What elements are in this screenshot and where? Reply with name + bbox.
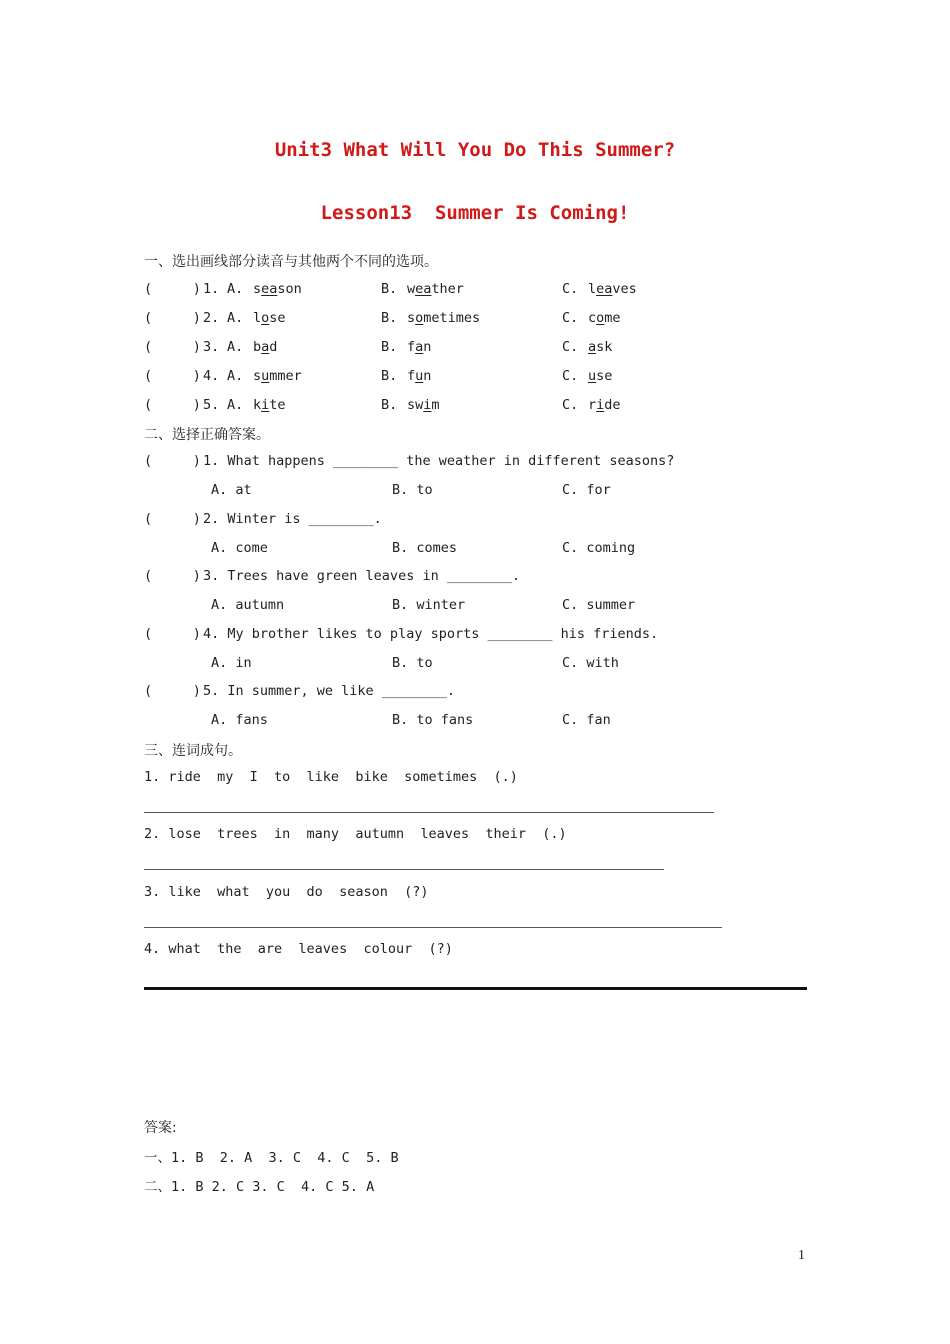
underlined-letters: a [415,339,424,355]
question-number: 4. [203,368,220,384]
word-prefix: w [407,281,416,297]
option-a-word[interactable] [253,397,286,413]
option-c[interactable]: C. summer [562,597,636,613]
option-a-word[interactable] [253,368,302,384]
word-suffix: te [269,397,286,413]
word-suffix: metimes [423,310,481,326]
answer-line-3[interactable] [144,927,722,928]
question-text: 2. Winter is ________. [203,511,382,527]
word-suffix: d [269,339,278,355]
option-b-letter: B. [381,397,398,413]
word-suffix: mmer [269,368,302,384]
question-text: 1. What happens ________ the weather in different seasons? [203,453,675,469]
option-c-letter: C. [562,397,579,413]
word-suffix: se [596,368,613,384]
option-b-letter: B. [381,310,398,326]
answer-bracket[interactable]: ( ) [144,281,201,297]
option-a[interactable]: A. at [211,482,252,498]
option-b-word[interactable] [407,310,480,326]
underlined-letters: i [423,397,432,413]
option-a-letter: A. [227,339,244,355]
option-b[interactable]: B. to [392,655,433,671]
option-a[interactable]: A. fans [211,712,268,728]
section1-heading: 一、选出画线部分读音与其他两个不同的选项。 [144,254,438,270]
answer-bracket[interactable]: ( ) [144,368,201,384]
question-text: 4. My brother likes to play sports ________ his friends. [203,626,659,642]
word-prefix: l [588,281,597,297]
option-c[interactable]: C. for [562,482,611,498]
page-title: Unit3 What Will You Do This Summer? [274,139,676,161]
option-b[interactable]: B. to [392,482,433,498]
option-a-word[interactable] [253,310,286,326]
question-text: 5. In summer, we like ________. [203,683,455,699]
option-c-word[interactable] [588,281,637,297]
question-text: 3. Trees have green leaves in ________. [203,568,520,584]
option-b-word[interactable] [407,397,440,413]
answer-bracket[interactable]: ( ) [144,310,201,326]
word-prefix: b [253,339,262,355]
divider [144,987,807,990]
option-b-word[interactable] [407,281,464,297]
question-number: 2. [203,310,220,326]
word-prefix: s [253,281,262,297]
answer-bracket[interactable]: ( ) [144,626,201,642]
answer-bracket[interactable]: ( ) [144,568,201,584]
word-suffix: ther [431,281,464,297]
underlined-letters: o [596,310,605,326]
word-prefix: k [253,397,262,413]
option-c-word[interactable] [588,339,612,355]
underlined-letters: i [261,397,270,413]
answers-line-2: 二、1. B 2. C 3. C 4. C 5. A [144,1179,375,1195]
option-a-letter: A. [227,281,244,297]
underlined-letters: a [261,339,270,355]
option-c-word[interactable] [588,310,621,326]
underlined-letters: ea [415,281,432,297]
underlined-letters: i [596,397,605,413]
section2-heading: 二、选择正确答案。 [144,427,270,443]
underlined-letters: u [415,368,424,384]
option-c-letter: C. [562,281,579,297]
answer-bracket[interactable]: ( ) [144,511,201,527]
word-suffix: se [269,310,286,326]
page-number: 1 [798,1248,805,1263]
answers-line-1: 一、1. B 2. A 3. C 4. C 5. B [144,1150,399,1166]
option-b[interactable]: B. comes [392,540,458,556]
sentence-4: 4. what the are leaves colour (?) [144,941,453,957]
lesson-title: Lesson13 Summer Is Coming! [320,202,630,224]
option-a-letter: A. [227,397,244,413]
answer-bracket[interactable]: ( ) [144,397,201,413]
word-prefix: s [407,310,416,326]
answers-heading: 答案: [144,1120,177,1136]
option-b-word[interactable] [407,339,431,355]
option-b-word[interactable] [407,368,431,384]
word-prefix: r [588,397,597,413]
option-a-word[interactable] [253,339,277,355]
answer-line-1[interactable] [144,812,714,813]
answer-bracket[interactable]: ( ) [144,339,201,355]
underlined-letters: o [415,310,424,326]
option-b[interactable]: B. to fans [392,712,474,728]
section3-heading: 三、连词成句。 [144,743,242,759]
question-number: 1. [203,281,220,297]
sentence-3: 3. like what you do season (?) [144,884,429,900]
word-prefix: s [253,368,262,384]
option-b[interactable]: B. winter [392,597,466,613]
option-a-letter: A. [227,310,244,326]
option-a-letter: A. [227,368,244,384]
question-number: 5. [203,397,220,413]
word-prefix: c [588,310,597,326]
answer-bracket[interactable]: ( ) [144,683,201,699]
underlined-letters: a [588,339,597,355]
option-c[interactable]: C. fan [562,712,611,728]
word-suffix: n [423,368,432,384]
option-a-word[interactable] [253,281,302,297]
option-c-letter: C. [562,310,579,326]
option-c-word[interactable] [588,368,612,384]
word-suffix: ves [612,281,637,297]
word-suffix: son [277,281,302,297]
word-prefix: l [253,310,262,326]
option-b-letter: B. [381,339,398,355]
answer-line-2[interactable] [144,869,664,870]
word-suffix: de [604,397,621,413]
option-a[interactable]: A. autumn [211,597,285,613]
option-c-letter: C. [562,339,579,355]
underlined-letters: u [588,368,597,384]
word-suffix: sk [596,339,613,355]
option-c-word[interactable] [588,397,621,413]
word-suffix: m [431,397,440,413]
sentence-1: 1. ride my I to like bike sometimes (.) [144,769,518,785]
word-prefix: f [407,368,416,384]
word-suffix: n [423,339,432,355]
underlined-letters: o [261,310,270,326]
option-c[interactable]: C. with [562,655,619,671]
word-suffix: me [604,310,621,326]
sentence-2: 2. lose trees in many autumn leaves their (.) [144,826,567,842]
underlined-letters: u [261,368,270,384]
option-a[interactable]: A. in [211,655,252,671]
answer-bracket[interactable]: ( ) [144,453,201,469]
option-c[interactable]: C. coming [562,540,636,556]
question-number: 3. [203,339,220,355]
word-prefix: f [407,339,416,355]
word-prefix: sw [407,397,424,413]
option-b-letter: B. [381,281,398,297]
underlined-letters: ea [596,281,613,297]
option-a[interactable]: A. come [211,540,268,556]
option-c-letter: C. [562,368,579,384]
option-b-letter: B. [381,368,398,384]
underlined-letters: ea [261,281,278,297]
